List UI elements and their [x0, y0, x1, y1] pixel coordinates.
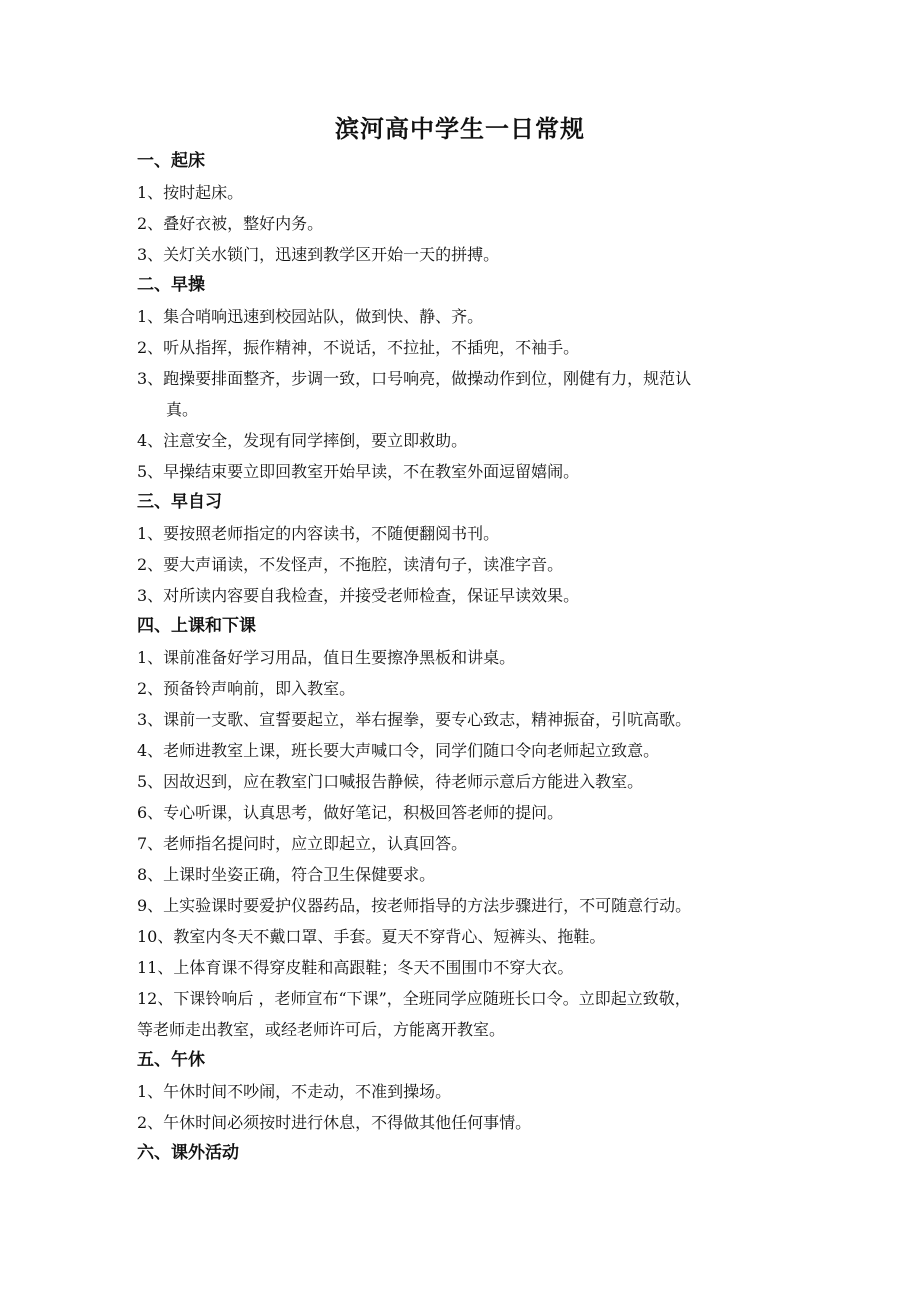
section-heading: 三、早自习: [137, 492, 222, 512]
section-morning-exercise: [137, 270, 787, 487]
list-item: 1、集合哨响迅速到校园站队，做到快、静、齐。: [137, 307, 484, 326]
list-item: 2、要大声诵读，不发怪声，不拖腔，读清句子，读准字音。: [137, 555, 564, 574]
list-item: 6、专心听课，认真思考，做好笔记，积极回答老师的提问。: [137, 803, 564, 822]
list-item: 9、上实验课时要爱护仪器药品，按老师指导的方法步骤进行，不可随意行动。: [137, 896, 692, 915]
list-item: 2、预备铃声响前，即入教室。: [137, 679, 356, 698]
section-heading: 二、早操: [137, 275, 205, 295]
list-item: 8、上课时坐姿正确，符合卫生保健要求。: [137, 865, 436, 884]
list-item: 1、要按照老师指定的内容读书，不随便翻阅书刊。: [137, 524, 500, 543]
continuation-text: 真。: [166, 400, 199, 419]
list-item: 3、关灯关水锁门，迅速到教学区开始一天的拼搏。: [137, 245, 500, 264]
list-item: 3、课前一支歌、宣誓要起立，举右握拳，要专心致志，精神振奋，引吭高歌。: [137, 710, 692, 729]
section-class: [137, 611, 787, 1045]
list-item: 1、按时起床。: [137, 183, 244, 202]
page-title: 滨河高中学生一日常规: [335, 115, 585, 143]
list-item: 7、老师指名提问时，应立即起立，认真回答。: [137, 834, 468, 853]
list-item: 11、上体育课不得穿皮鞋和高跟鞋；冬天不围围巾不穿大衣。: [137, 958, 574, 977]
section-heading: 一、起床: [137, 151, 205, 171]
section-heading: 五、午休: [137, 1050, 205, 1070]
section-heading: 六、课外活动: [137, 1143, 239, 1163]
list-item: 3、跑操要排面整齐，步调一致，口号响亮，做操动作到位，刚健有力，规范认: [137, 369, 692, 388]
document-body: [137, 146, 787, 1169]
list-item: 12、下课铃响后 ，老师宣布“下课”，全班同学应随班长口令。立即起立致敬，: [137, 989, 691, 1008]
list-item: 1、课前准备好学习用品，值日生要擦净黑板和讲桌。: [137, 648, 516, 667]
list-item: 2、听从指挥，振作精神，不说话，不拉扯，不插兜，不袖手。: [137, 338, 580, 357]
list-item: 4、老师进教室上课，班长要大声喊口令，同学们随口令向老师起立致意。: [137, 741, 660, 760]
section-wake-up: [137, 146, 787, 270]
list-item: 4、注意安全，发现有同学摔倒，要立即救助。: [137, 431, 468, 450]
list-item: 5、早操结束要立即回教室开始早读，不在教室外面逗留嬉闹。: [137, 462, 580, 481]
list-item: 2、午休时间必须按时进行休息，不得做其他任何事情。: [137, 1113, 532, 1132]
list-item: 3、对所读内容要自我检查，并接受老师检查，保证早读效果。: [137, 586, 580, 605]
list-item: 2、叠好衣被，整好内务。: [137, 214, 324, 233]
list-item: 1、午休时间不吵闹，不走动，不准到操场。: [137, 1082, 452, 1101]
list-item: 5、因故迟到，应在教室门口喊报告静候，待老师示意后方能进入教室。: [137, 772, 644, 791]
list-item-continuation: [137, 394, 787, 425]
section-morning-study: [137, 487, 787, 611]
continuation-text: 等老师走出教室，或经老师许可后，方能离开教室。: [137, 1020, 506, 1039]
section-noon-break: [137, 1045, 787, 1138]
section-heading: 四、上课和下课: [137, 616, 256, 636]
list-item: 10、教室内冬天不戴口罩、手套。夏天不穿背心、短裤头、拖鞋。: [137, 927, 606, 946]
list-item-continuation: [137, 1014, 787, 1045]
section-extracurricular: [137, 1138, 787, 1169]
